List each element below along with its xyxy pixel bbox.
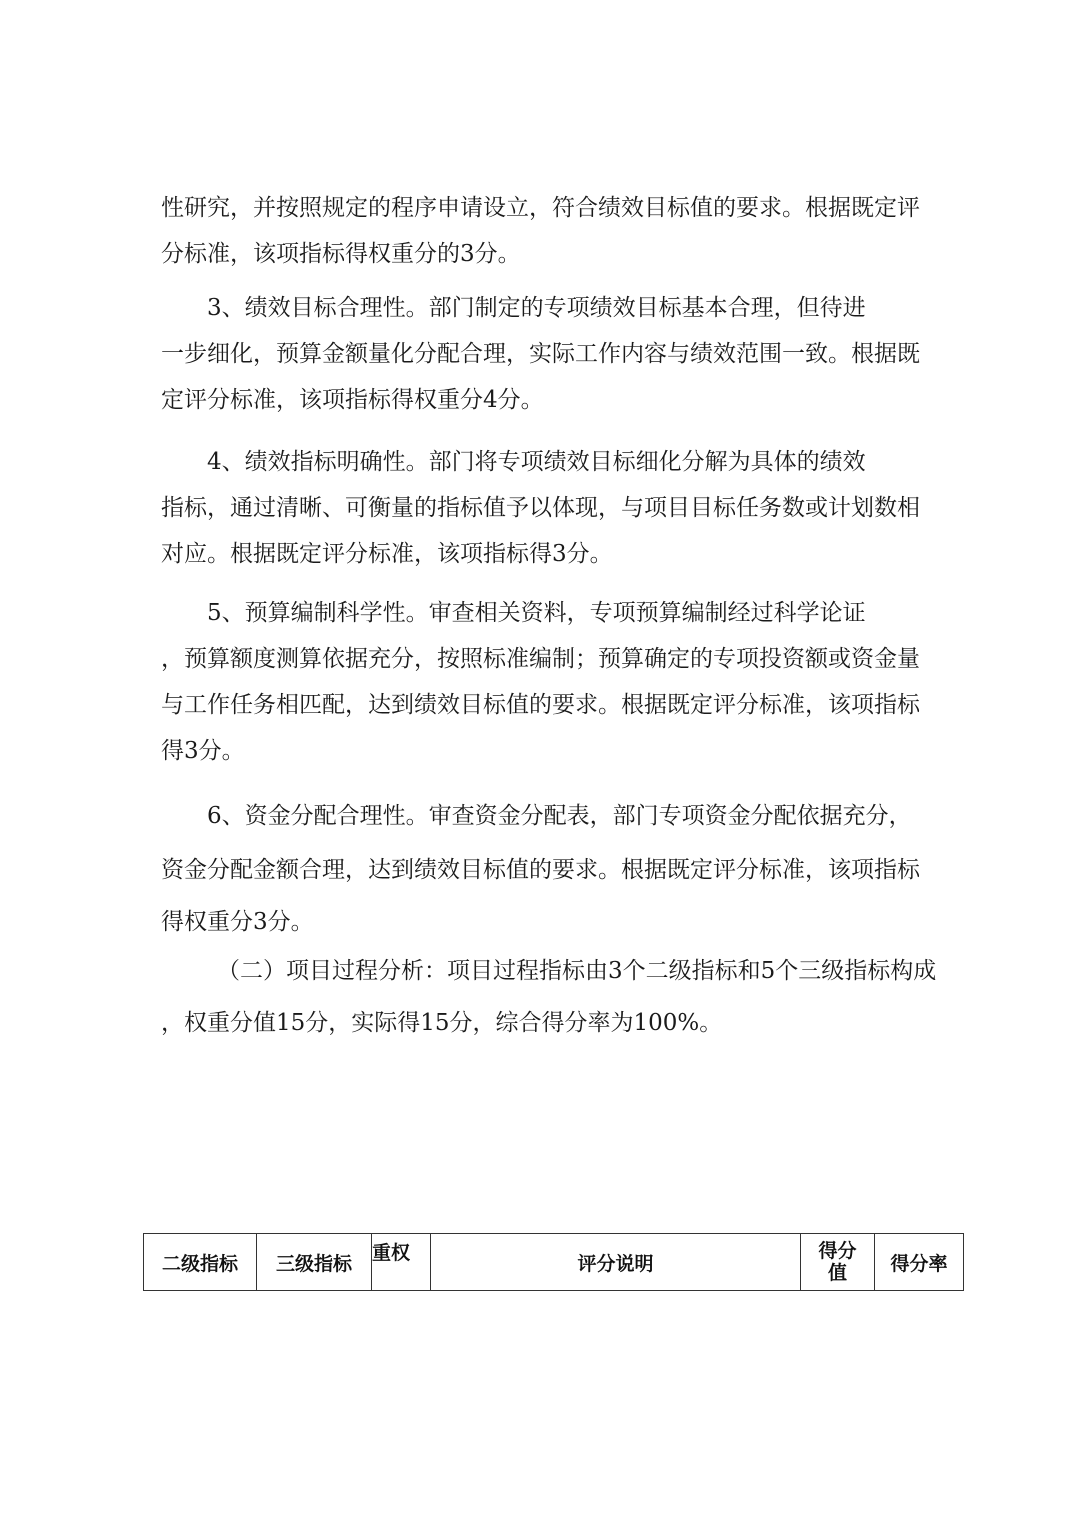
paragraph-continuation (161, 185, 931, 277)
header-scoring-description: 评分说明 (431, 1234, 801, 1291)
header-score-rate: 得分率 (875, 1234, 964, 1291)
text-line: 分标准，该项指标得权重分的3分。 (161, 241, 521, 267)
text-line: 对应。根据既定评分标准，该项指标得3分。 (161, 541, 613, 567)
text-line: （二）项目过程分析：项目过程指标由3个二级指标和5个三级指标构成 (217, 958, 937, 984)
paragraph-item-3 (161, 285, 931, 423)
text-line: 一步细化，预算金额量化分配合理，实际工作内容与绩效范围一致。根据既 (161, 341, 920, 367)
text-line: 3、绩效目标合理性。部门制定的专项绩效目标基本合理，但待进 (207, 295, 866, 321)
text-line: 6、资金分配合理性。审查资金分配表，部门专项资金分配依据充分， (207, 803, 912, 829)
header-score-value-label: 得分值 (818, 1240, 857, 1284)
header-level3-indicator: 三级指标 (257, 1234, 372, 1291)
table-header-row (144, 1234, 964, 1291)
text-line: 4、绩效指标明确性。部门将专项绩效目标细化分解为具体的绩效 (207, 449, 866, 475)
text-line: 资金分配金额合理，达到绩效目标值的要求。根据既定评分标准，该项指标 (161, 857, 920, 883)
paragraph-item-6 (161, 793, 931, 945)
text-line: 5、预算编制科学性。审查相关资料，专项预算编制经过科学论证 (207, 600, 866, 626)
text-line: 得权重分3分。 (161, 909, 314, 935)
indicator-table (143, 1233, 964, 1291)
paragraph-item-5 (161, 590, 931, 774)
text-line: 与工作任务相匹配，达到绩效目标值的要求。根据既定评分标准，该项指标 (161, 692, 920, 718)
paragraph-item-4 (161, 439, 931, 577)
text-line: 指标，通过清晰、可衡量的指标值予以体现，与项目目标任务数或计划数相 (161, 495, 920, 521)
text-line: 定评分标准，该项指标得权重分4分。 (161, 387, 544, 413)
text-line: 得3分。 (161, 738, 245, 764)
text-line: ，权重分值15分，实际得15分，综合得分率为100%。 (161, 1010, 723, 1036)
header-score-value (801, 1234, 875, 1291)
header-level2-indicator: 二级指标 (144, 1234, 257, 1291)
text-line: ，预算额度测算依据充分，按照标准编制；预算确定的专项投资额或资金量 (161, 646, 920, 672)
paragraph-section-2 (161, 948, 937, 1046)
header-weight (372, 1234, 431, 1291)
text-line: 性研究，并按照规定的程序申请设立，符合绩效目标值的要求。根据既定评 (161, 195, 920, 221)
header-weight-label: 重权 (372, 1242, 411, 1264)
